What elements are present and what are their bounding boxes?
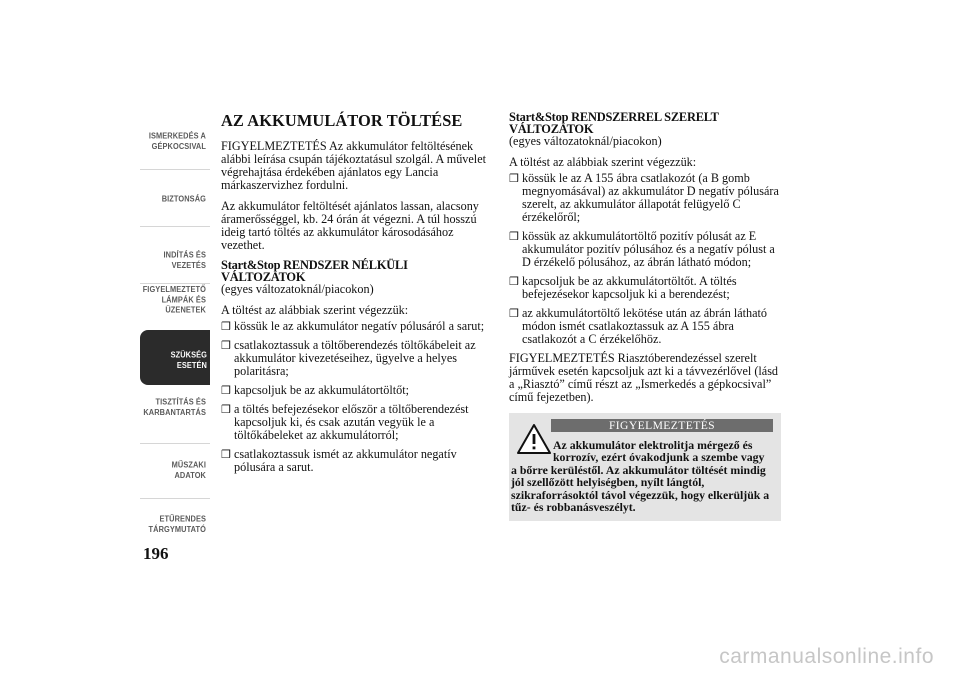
list-item: ❒ csatlakoztassuk a töltőberendezés töltőkábeleit az akkumulátor kivezetéseihez, ügyelve a helyes polaritásra;: [221, 338, 476, 378]
sidebar-item-label: TISZTÍTÁS ÉS KARBANTARTÁS: [143, 396, 206, 418]
checkbox-bullet-icon: ❒: [221, 449, 231, 461]
steps-intro: A töltést az alábbiak szerint végezzük:: [509, 155, 697, 169]
list-item: ❒ kapcsoljuk be az akkumulátortöltőt. A töltés befejezésekor kapcsoljuk ki a berendezést;: [509, 274, 737, 301]
sidebar-item-label: BIZTONSÁG: [161, 193, 206, 204]
checkbox-bullet-icon: ❒: [509, 173, 519, 185]
alarm-warning-paragraph: FIGYELMEZTETÉS Riasztóberendezéssel szerelt járművek esetén kapcsoljuk azt ki a távvezérlővel (lásd a „Riasztó” című részt az „Ismerkedés a gépkocsival” című fejezetben).: [509, 351, 779, 404]
page-number: 196: [143, 544, 169, 563]
list-item: ❒ kössük az akkumulátortöltő pozitív pólusát az E akkumulátor pozitív pólusához és a negatív pólust a D érzékelő pólusához, az ábrán látható módon;: [509, 229, 775, 269]
checkbox-bullet-icon: ❒: [221, 385, 231, 397]
checkbox-bullet-icon: ❒: [221, 404, 231, 416]
checkbox-bullet-icon: ❒: [509, 231, 519, 243]
list-item: ❒ a töltés befejezésekor először a töltőberendezést kapcsoljuk ki, és csak azután vegyük le a töltőkábeleket az akkumulátorról;: [221, 402, 469, 442]
subsection-note: (egyes változatoknál/piacokon): [221, 282, 374, 296]
list-item: ❒ kössük le az akkumulátor negatív pólusáról a sarut;: [221, 319, 485, 333]
sidebar-item-label: MŰSZAKI ADATOK: [171, 459, 206, 481]
steps-intro: A töltést az alábbiak szerint végezzük:: [221, 303, 409, 317]
subsection-note: (egyes változatoknál/piacokon): [509, 134, 662, 148]
sidebar-item-label: SZÜKSÉG ESETÉN: [170, 349, 207, 371]
warning-heading: FIGYELMEZTETÉS: [551, 419, 773, 432]
sidebar-item-label: INDÍTÁS ÉS VEZETÉS: [163, 249, 206, 271]
list-item: ❒ az akkumulátortöltő lekötése után az ábrán látható módon ismét csatlakoztassuk az A 155 ábra csatlakozót a C érzékelőhöz.: [509, 306, 768, 346]
list-item: ❒ csatlakoztassuk ismét az akkumulátor negatív pólusára a sarut.: [221, 447, 457, 474]
sidebar-item-label: FIGYELMEZTETŐ LÁMPÁK ÉS ÜZENETEK: [142, 283, 206, 316]
right-column: [509, 112, 781, 412]
steps-list: [221, 320, 491, 474]
subsection-title: Start&Stop RENDSZERREL SZERELT VÁLTOZATOK: [509, 110, 719, 136]
warning-box: [509, 413, 781, 521]
sidebar-item-label: ETŰRENDES TÁRGYMUTATÓ: [148, 513, 206, 535]
checkbox-bullet-icon: ❒: [509, 276, 519, 288]
steps-list: [509, 172, 781, 346]
list-item: ❒ kapcsoljuk be az akkumulátortöltőt;: [221, 383, 409, 397]
list-item: ❒ kössük le az A 155 ábra csatlakozót (a B gomb megnyomásával) az akkumulátor D negatív pólusára szerelt, az akkumulátor állapotát felügyelő C érzékelőről;: [509, 171, 779, 224]
left-column: [221, 112, 491, 480]
sidebar-item-szukseg-eseten[interactable]: [140, 330, 210, 385]
section-title: AZ AKKUMULÁTOR TÖLTÉSE: [221, 111, 463, 130]
warning-paragraph: FIGYELMEZTETÉS Az akkumulátor feltöltésének alábbi leírása csupán tájékoztatásul szolgál. A művelet végrehajtása érdekében ajánlatos egy Lancia márkaszervizhez fordulni.: [221, 139, 486, 192]
subsection-title: Start&Stop RENDSZER NÉLKÜLI VÁLTOZATOK: [221, 258, 408, 284]
warning-text: Az akkumulátor elektrolitja mérgező és korrozív, ezért óvakodjunk a szembe vagy a bőrre kerüléstől. Az akkumulátor töltését mindig jól szellőzött helyiségben, nyílt lángtól, szikraforrásoktól távol végezzük, hogy elkerüljük a tűz- és robbanásveszélyt.: [511, 438, 770, 515]
charging-paragraph: Az akkumulátor feltöltését ajánlatos lassan, alacsony áramerősséggel, kb. 24 órán át végezni. A túl hosszú ideig tartó töltés az akkumulátor károsodásához vezethet.: [221, 199, 479, 252]
checkbox-bullet-icon: ❒: [221, 321, 231, 333]
watermark: carmanualsonline.info: [719, 645, 934, 668]
checkbox-bullet-icon: ❒: [221, 340, 231, 352]
checkbox-bullet-icon: ❒: [509, 308, 519, 320]
sidebar-item-label: ISMERKEDÉS A GÉPKOCSIVAL: [148, 130, 206, 152]
